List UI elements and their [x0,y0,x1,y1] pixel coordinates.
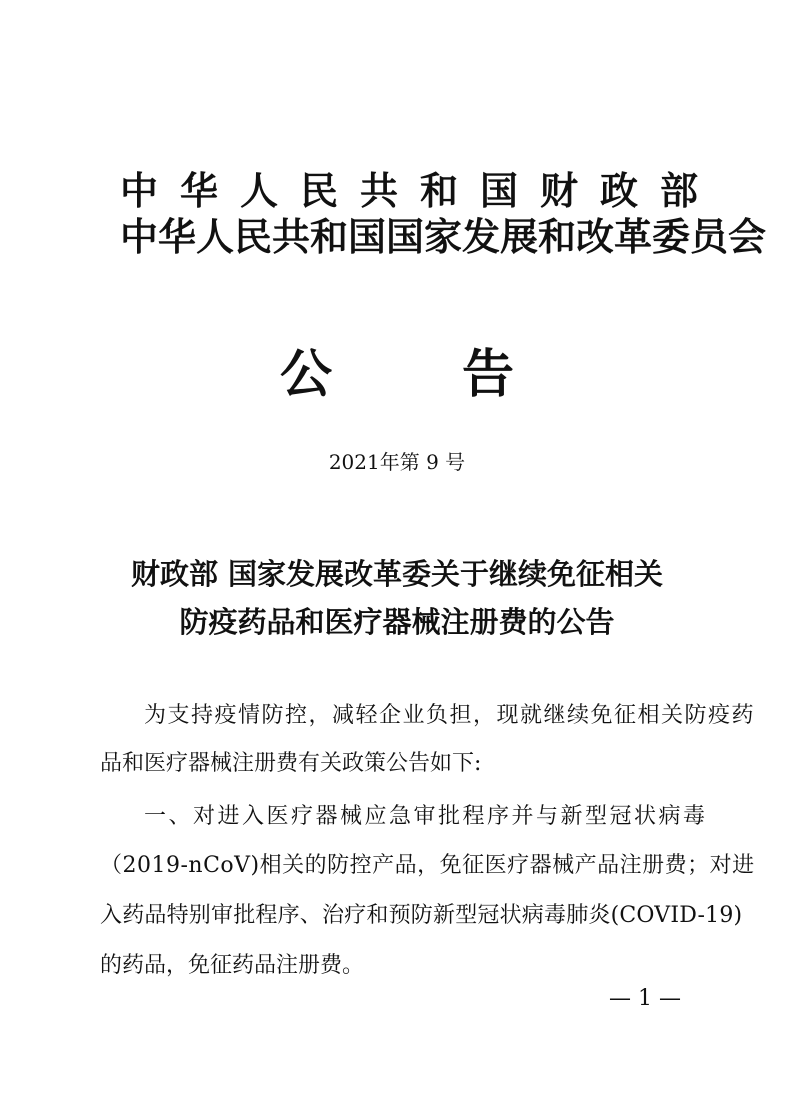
document-number: 2021年第 9 号 [328,450,466,474]
page-number: — 1 — [609,986,681,1011]
body-paragraph-line-6: 的药品，免征药品注册费。 [100,953,365,978]
body-paragraph-line-4: （2019-nCoV)相关的防控产品，免征医疗器械产品注册费；对进 [100,853,755,878]
body-paragraph-line-5: 入药品特别审批程序、治疗和预防新型冠状病毒肺炎(COVID-19) [100,903,743,928]
body-paragraph-line-2: 品和医疗器械注册费有关政策公告如下: [100,751,482,776]
issuer-ndrc: 中华人民共和国国家发展和改革委员会 [120,215,767,259]
issuer-ministry-of-finance: 中华人民共和国财政部 [120,169,721,213]
document-type-heading: 公告 [279,345,644,405]
body-paragraph-line-1: 为支持疫情防控，减轻企业负担，现就继续免征相关防疫药 [144,703,756,728]
document-title-line-1: 财政部 国家发展改革委关于继续免征相关 [130,557,664,591]
document-title-line-2: 防疫药品和医疗器械注册费的公告 [179,605,615,639]
body-paragraph-line-3: 一、对进入医疗器械应急审批程序并与新型冠状病毒 [144,804,708,829]
